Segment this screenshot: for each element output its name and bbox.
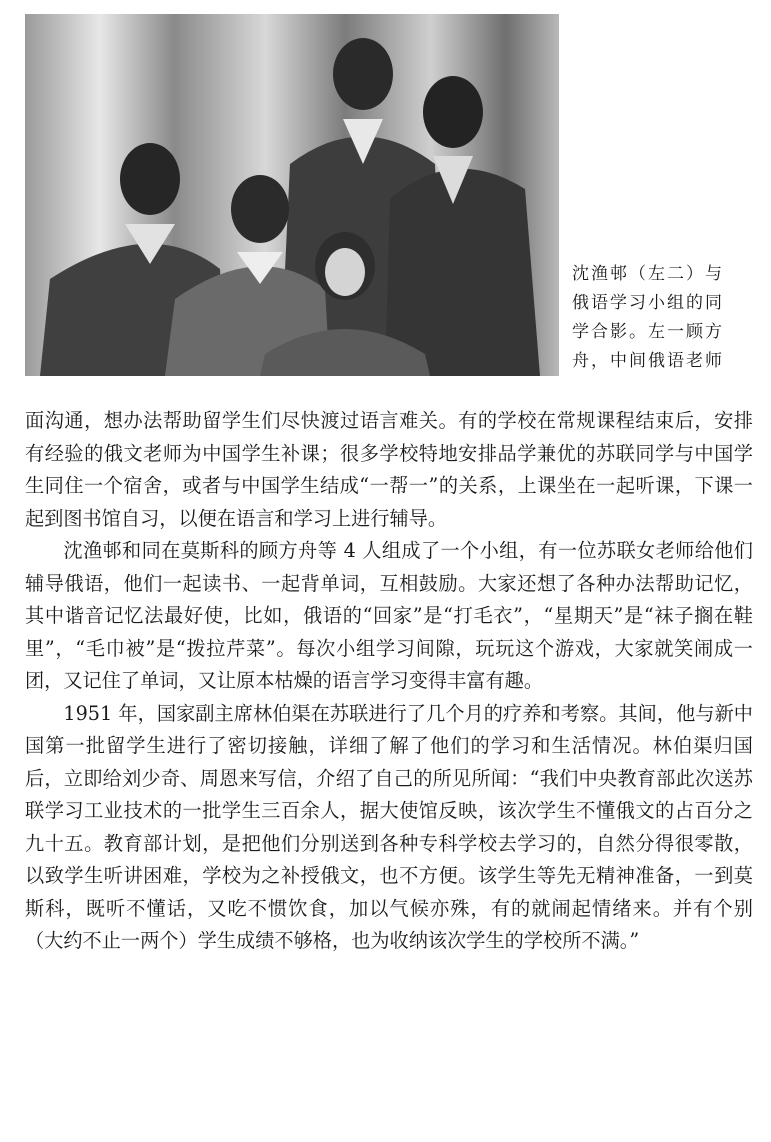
caption-line: 沈渔邨（左二）与 [572, 264, 724, 284]
paragraph-1: 面沟通，想办法帮助留学生们尽快渡过语言难关。有的学校在常规课程结束后，安排有经验的俄文老师为中国学生补课；很多学校特地安排品学兼优的苏联同学与中国学生同住一个宿舍，或者与中国学生结成“一帮一”的关系，上课坐在一起听课，下课一起到图书馆自习，以便在语言和学习上进行辅导。 [25, 409, 753, 530]
group-photo-icon [25, 14, 559, 376]
article-body [25, 405, 753, 958]
paragraph-3: 1951 年，国家副主席林伯渠在苏联进行了几个月的疗养和考察。其间，他与新中国第一批留学生进行了密切接触，详细了解了他们的学习和生活情况。林伯渠归国后，立即给刘少奇、周恩来写信，介绍了自己的所见所闻：“我们中央教育部此次送苏联学习工业技术的一批学生三百余人，据大使馆反映，该次学生不懂俄文的占百分之九十五。教育部计划，是把他们分别送到各种专科学校去学习的，自然分得很零散，以致学生听讲困难，学校为之补授俄文，也不方便。该学生等先无精神准备，一到莫斯科，既听不懂话，又吃不惯饮食，加以气候亦殊，有的就闹起情绪来。并有个别（大约不止一两个）学生成绩不够格，也为收纳该次学生的学校所不满。” [25, 701, 753, 952]
caption-line: 学合影。左一顾方 [572, 322, 724, 342]
paragraph-2: 沈渔邨和同在莫斯科的顾方舟等 4 人组成了一个小组，有一位苏联女老师给他们辅导俄语，他们一起读书、一起背单词，互相鼓励。大家还想了各种办法帮助记忆，其中谐音记忆法最好使，比如，俄语的“回家”是“打毛衣”，“星期天”是“袜子搁在鞋里”，“毛巾被”是“拨拉芹菜”。每次小组学习间隙，玩玩这个游戏，大家就笑闹成一团，又记住了单词，又让原本枯燥的语言学习变得丰富有趣。 [25, 539, 753, 692]
group-photo [25, 14, 559, 376]
caption-line: 俄语学习小组的同 [572, 293, 724, 313]
photo-caption [572, 260, 757, 376]
caption-line: 舟，中间俄语老师 [572, 351, 724, 371]
